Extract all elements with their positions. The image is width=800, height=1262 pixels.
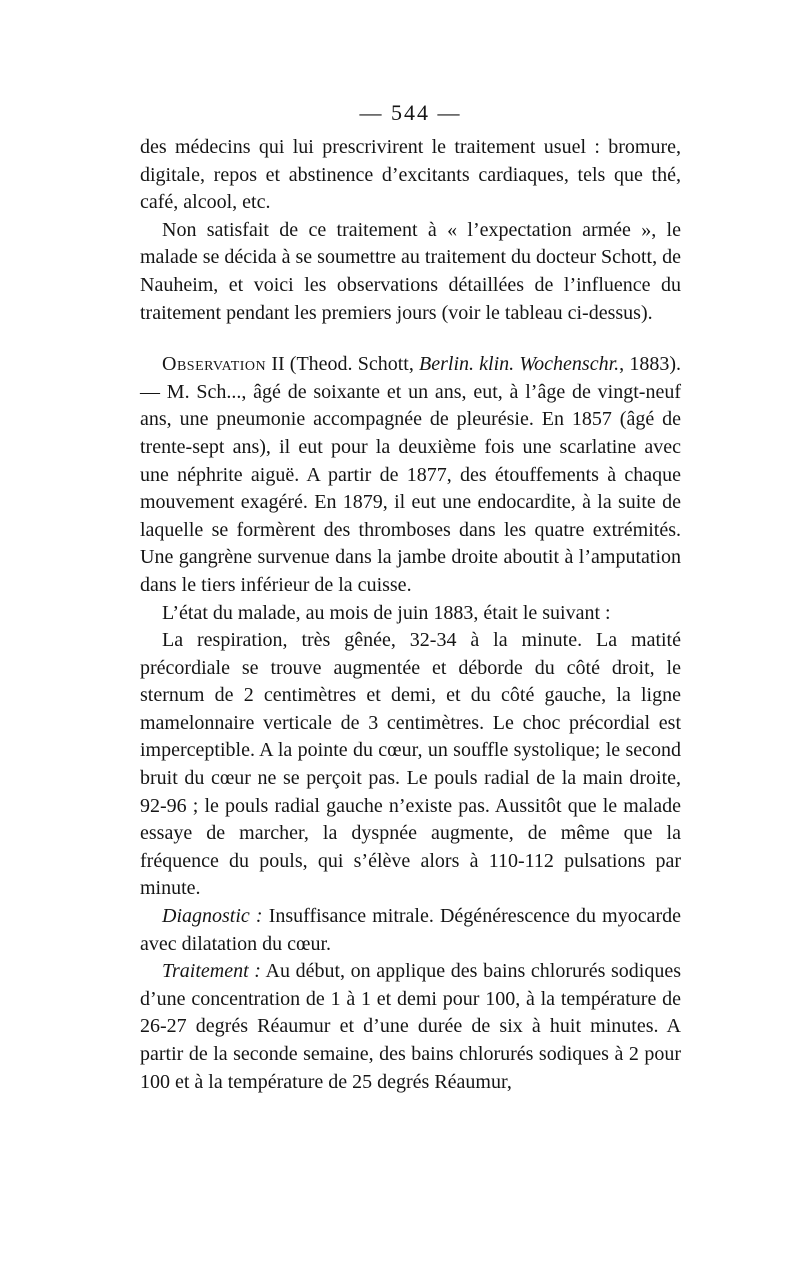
paragraph-treatment bbox=[140, 958, 681, 1096]
paragraph-symptoms: La respiration, très gênée, 32-34 à la minute. La matité précordiale se trouve augmentée et déborde du côté droit, le sternum de 2 centimètres et demi, et du côté gauche, la ligne mamelonnaire verticale de 3 centimètres. Le choc précordial est imperceptible. A la pointe du cœur, un souffle systolique; le second bruit du cœur ne se perçoit pas. Le pouls radial de la main droite, 92-96 ; le pouls radial gauche n’existe pas. Aussitôt que le malade essaye de marcher, la dyspnée augmente, de même que la fréquence du pouls, qui s’élève alors à 110-112 pulsations par minute. bbox=[140, 629, 681, 900]
observation-label: Observation bbox=[162, 353, 267, 376]
paragraph-treatment-choice: Non satisfait de ce traitement à « l’expectation armée », le malade se décida à se soumettre au traitement du docteur Schott, de Nauheim, et voici les observations détaillées de l’influence du traitement pendant les premiers jours (voir le tableau ci-dessus). bbox=[140, 218, 681, 324]
treatment-text: Au début, on applique des bains chlorurés sodiques d’une concentration de 1 à 1 et demi pour 100, à la température de 26-27 degrés Réaumur et d’une durée de six à huit minutes. A partir de la seconde semaine, des bains chlorurés sodiques à 2 pour 100 et à la température de 25 degrés Réaumur, bbox=[140, 960, 681, 1093]
observation-text: , 1883).— M. Sch..., âgé de soixante et un ans, eut, à l’âge de vingt-neuf ans, une pneumonie accompagnée de pleurésie. En 1857 (âgé de trente-sept ans), il eut pour la deuxième fois une scarlatine avec une néphrite aiguë. A partir de 1877, des étouffements à chaque mouvement exagéré. En 1879, il eut une endocardite, à la suite de laquelle se formèrent des thromboses dans les quatre extrémités. Une gangrène survenue dans la jambe droite aboutit à l’amputation dans le tiers inférieur de la cuisse. bbox=[140, 353, 681, 596]
paragraph-continuation: des médecins qui lui prescrivirent le traitement usuel : bromure, digitale, repos et abstinence d’excitants cardiaques, tels que thé, café, alcool, etc. bbox=[140, 136, 681, 214]
observation-intro: II (Theod. Schott, bbox=[266, 353, 420, 376]
diagnostic-label: Diagnostic : bbox=[162, 905, 263, 928]
paragraph-patient-state: L’état du malade, au mois de juin 1883, était le suivant : bbox=[162, 601, 611, 624]
page-number: — 544 — bbox=[359, 100, 462, 125]
treatment-label: Traitement : bbox=[162, 960, 261, 983]
diagnostic-text: Insuffisance mitrale. Dégénérescence du myocarde avec dilatation du cœur. bbox=[140, 905, 682, 955]
paragraph-observation bbox=[140, 351, 681, 599]
paragraph-diagnostic bbox=[140, 903, 681, 958]
book-page bbox=[140, 100, 681, 1096]
journal-title: Berlin. klin. Wochenschr. bbox=[419, 353, 620, 376]
